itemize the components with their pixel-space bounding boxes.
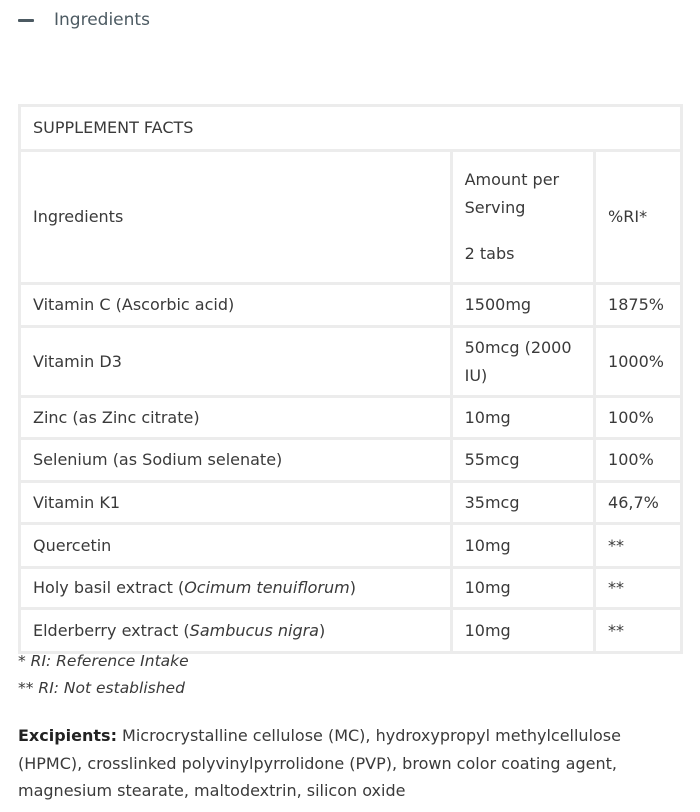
ingredient-ri: 1875% (595, 284, 682, 327)
ingredient-name: Selenium (as Sodium selenate) (20, 439, 452, 482)
excipients-paragraph (18, 722, 678, 805)
accordion-title: Ingredients (54, 10, 150, 30)
ingredient-amount: 10mg (451, 609, 594, 653)
ingredient-amount: 1500mg (451, 284, 594, 327)
ingredient-name-suffix: ) (349, 578, 356, 597)
table-caption: SUPPLEMENT FACTS (20, 106, 682, 151)
ingredient-ri: ** (595, 568, 682, 609)
header-amount (451, 151, 594, 284)
header-amount-line1: Amount per Serving (464, 170, 560, 217)
table-row (20, 439, 682, 482)
ingredient-name (20, 609, 452, 653)
excipients-label: Excipients: (18, 726, 117, 745)
table-row (20, 609, 682, 653)
ingredient-name: Vitamin C (Ascorbic acid) (20, 284, 452, 327)
ingredient-ri: ** (595, 524, 682, 568)
table-row (20, 327, 682, 397)
ingredient-name: Vitamin D3 (20, 327, 452, 397)
ingredient-amount: 35mcg (451, 482, 594, 524)
table-header-row (20, 151, 682, 284)
ingredient-name: Vitamin K1 (20, 482, 452, 524)
ingredient-ri: 100% (595, 397, 682, 439)
not-established-footnote: ** RI: Not established (18, 679, 185, 697)
table-row (20, 524, 682, 568)
ingredient-amount: 55mcg (451, 439, 594, 482)
header-amount-line2: 2 tabs (464, 244, 515, 263)
table-row (20, 568, 682, 609)
ingredients-accordion-header[interactable] (18, 6, 150, 34)
ingredient-amount: 10mg (451, 568, 594, 609)
minus-icon[interactable] (18, 19, 34, 22)
supplement-facts-table (18, 104, 683, 654)
excipients-text: Microcrystalline cellulose (MC), hydroxypropyl methylcellulose (HPMC), crosslinked polyvinylpyrrolidone (PVP), brown color coating agent, magnesium stearate, maltodextrin, silicon oxide (18, 726, 621, 800)
ingredient-amount: 10mg (451, 397, 594, 439)
ingredient-amount: 50mcg (2000 IU) (451, 327, 594, 397)
ingredient-name: Quercetin (20, 524, 452, 568)
table-row (20, 482, 682, 524)
ingredient-name-text: Holy basil extract ( (33, 578, 185, 597)
ingredient-ri: ** (595, 609, 682, 653)
ingredient-name-suffix: ) (318, 620, 326, 640)
ingredient-latin-name: Ocimum tenuiflorum (184, 578, 350, 597)
ingredient-name: Zinc (as Zinc citrate) (20, 397, 452, 439)
ingredient-name (20, 568, 452, 609)
ingredient-amount: 10mg (451, 524, 594, 568)
ingredient-name-text: Elderberry extract ( (33, 620, 190, 640)
ingredient-ri: 1000% (595, 327, 682, 397)
table-row (20, 284, 682, 327)
ri-footnote: * RI: Reference Intake (18, 652, 189, 670)
ingredient-ri: 100% (595, 439, 682, 482)
ingredient-latin-name: Sambucus nigra (189, 620, 319, 640)
header-ri: %RI* (595, 151, 682, 284)
table-row (20, 397, 682, 439)
ingredient-ri: 46,7% (595, 482, 682, 524)
header-ingredients: Ingredients (20, 151, 452, 284)
table-caption-row (20, 106, 682, 151)
